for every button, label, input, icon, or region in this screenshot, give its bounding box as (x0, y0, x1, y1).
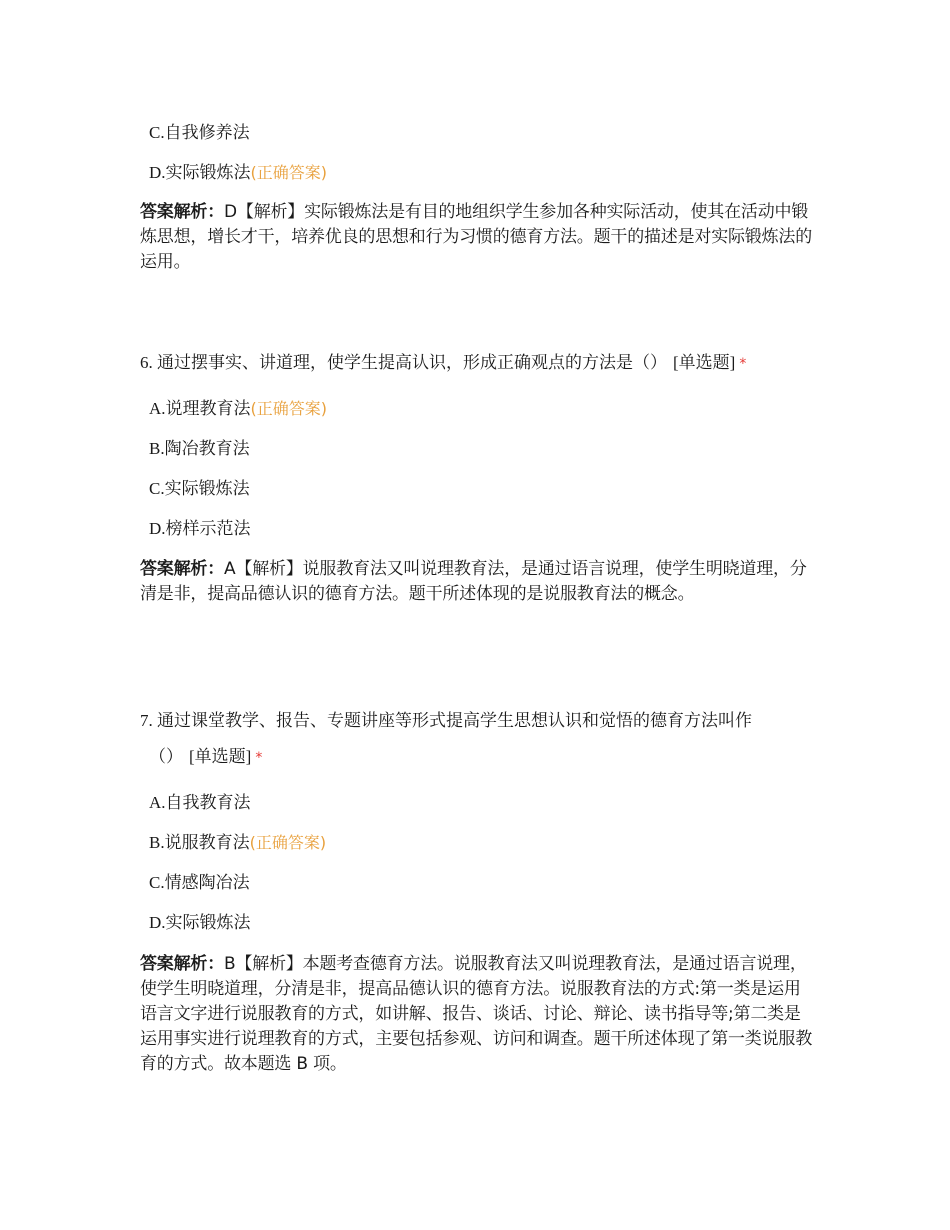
q5-option-c (149, 122, 250, 144)
required-marker: * (255, 750, 263, 766)
option-label: C.情感陶冶法 (149, 873, 250, 892)
analysis-label: 答案解析： (140, 954, 224, 974)
analysis-label: 答案解析： (140, 559, 224, 579)
analysis-label: 答案解析： (140, 202, 224, 222)
q6-option-c (149, 478, 250, 500)
correct-answer-marker: (正确答案) (249, 833, 327, 852)
q6-option-b (149, 438, 250, 460)
q6-title (140, 352, 746, 375)
question-type: [单选题] (189, 747, 252, 766)
question-text: 通过课堂教学、报告、专题讲座等形式提高学生思想认识和觉悟的德育方法叫作 (157, 711, 752, 730)
q6-option-a (149, 398, 327, 420)
q7-option-b (149, 832, 326, 854)
correct-answer-marker: (正确答案) (250, 399, 328, 418)
option-label: B.说服教育法 (149, 833, 250, 852)
option-label: B.陶冶教育法 (149, 439, 250, 458)
analysis-text: B【解析】本题考查德育方法。说服教育法又叫说理教育法，是通过语言说理，使学生明晓道理，分清是非，提高品德认识的德育方法。说服教育法的方式:第一类是运用语言文字进行说服教育的方式，如讲解、报告、谈话、讨论、辩论、读书指导等;第二类是运用事实进行说理教育的方式，主要包括参观、访问和调查。题干所述体现了第一类说服教育的方式。故本题选 B 项。 (140, 954, 812, 1074)
option-label: C.自我修养法 (149, 123, 250, 142)
q5-option-d (149, 162, 327, 184)
question-type: [单选题] (673, 353, 736, 372)
option-label: A.说理教育法 (149, 399, 251, 418)
q7-title (140, 710, 752, 732)
question-number: 7. (140, 711, 153, 730)
option-label: A.自我教育法 (149, 793, 251, 812)
q6-analysis (140, 557, 812, 607)
q7-option-c (149, 872, 250, 894)
q7-option-a (149, 792, 251, 814)
option-label: C.实际锻炼法 (149, 479, 250, 498)
analysis-text: A【解析】说服教育法又叫说理教育法，是通过语言说理，使学生明晓道理，分清是非，提高品德认识的德育方法。题干所述体现的是说服教育法的概念。 (140, 559, 807, 604)
question-text-continued: （） (149, 747, 183, 766)
correct-answer-marker: (正确答案) (250, 163, 328, 182)
q7-analysis (140, 952, 812, 1077)
option-label: D.实际锻炼法 (149, 163, 251, 182)
q5-analysis (140, 200, 812, 275)
analysis-text: D【解析】实际锻炼法是有目的地组织学生参加各种实际活动，使其在活动中锻炼思想，增长才干，培养优良的思想和行为习惯的德育方法。题干的描述是对实际锻炼法的运用。 (140, 202, 812, 272)
required-marker: * (739, 356, 747, 372)
question-text: 通过摆事实、讲道理，使学生提高认识，形成正确观点的方法是（） (157, 353, 667, 372)
question-number: 6. (140, 353, 153, 372)
option-label: D.榜样示范法 (149, 519, 251, 538)
q6-option-d (149, 518, 251, 540)
q7-title-continued (149, 746, 262, 769)
q7-option-d (149, 912, 251, 934)
option-label: D.实际锻炼法 (149, 913, 251, 932)
